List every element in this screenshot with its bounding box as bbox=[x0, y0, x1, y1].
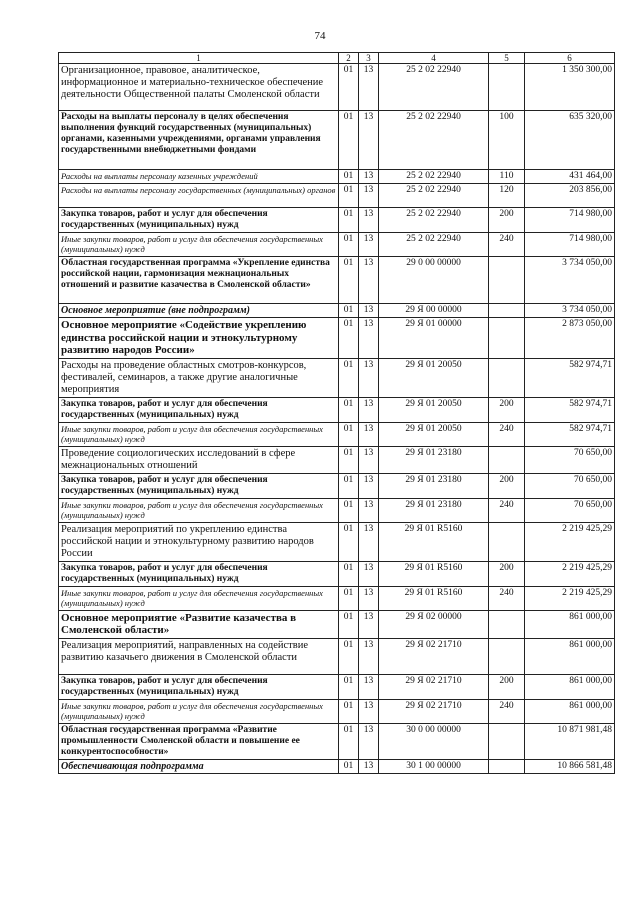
subsection-code-cell: 13 bbox=[359, 184, 379, 208]
section-code-cell: 01 bbox=[339, 422, 359, 446]
section-code-cell: 01 bbox=[339, 111, 359, 170]
section-code-cell: 01 bbox=[339, 473, 359, 498]
expense-type-cell: 100 bbox=[489, 111, 525, 170]
subsection-code-cell: 13 bbox=[359, 397, 379, 422]
target-article-cell: 29 Я 01 R5160 bbox=[379, 522, 489, 561]
column-header: 3 bbox=[359, 53, 379, 64]
row-name-cell: Закупка товаров, работ и услуг для обеспечения государственных (муниципальных) нужд bbox=[59, 208, 339, 233]
subsection-code-cell: 13 bbox=[359, 473, 379, 498]
section-code-cell: 01 bbox=[339, 674, 359, 699]
row-name-cell: Основное мероприятие (вне подпрограмм) bbox=[59, 304, 339, 318]
row-name-cell: Закупка товаров, работ и услуг для обеспечения государственных (муниципальных) нужд bbox=[59, 473, 339, 498]
expense-type-cell bbox=[489, 522, 525, 561]
column-header: 6 bbox=[525, 53, 615, 64]
row-name-cell: Расходы на выплаты персоналу в целях обеспечения выполнения функций государственных (муниципальных) органами, казенными учреждениями, органами управления государственными внебюджетными фондами bbox=[59, 111, 339, 170]
amount-cell: 10 866 581,48 bbox=[525, 759, 615, 773]
table-row bbox=[59, 674, 615, 699]
expense-type-cell: 120 bbox=[489, 184, 525, 208]
table-row bbox=[59, 208, 615, 233]
table-row bbox=[59, 723, 615, 759]
section-code-cell: 01 bbox=[339, 723, 359, 759]
expense-type-cell: 240 bbox=[489, 498, 525, 522]
table-row bbox=[59, 561, 615, 586]
target-article-cell: 29 Я 01 20050 bbox=[379, 397, 489, 422]
expense-type-cell bbox=[489, 723, 525, 759]
amount-cell: 861 000,00 bbox=[525, 610, 615, 638]
row-name-cell: Областная государственная программа «Развитие промышленности Смоленской области и повышение ее конкурентоспособности» bbox=[59, 723, 339, 759]
subsection-code-cell: 13 bbox=[359, 318, 379, 359]
amount-cell: 861 000,00 bbox=[525, 674, 615, 699]
target-article-cell: 29 Я 01 20050 bbox=[379, 358, 489, 397]
row-name-cell: Иные закупки товаров, работ и услуг для обеспечения государственных (муниципальных) нужд bbox=[59, 699, 339, 723]
section-code-cell: 01 bbox=[339, 610, 359, 638]
target-article-cell: 29 Я 01 20050 bbox=[379, 422, 489, 446]
amount-cell: 861 000,00 bbox=[525, 638, 615, 674]
row-name-cell: Закупка товаров, работ и услуг для обеспечения государственных (муниципальных) нужд bbox=[59, 674, 339, 699]
target-article-cell: 29 Я 01 23180 bbox=[379, 446, 489, 473]
column-header: 1 bbox=[59, 53, 339, 64]
target-article-cell: 29 Я 02 00000 bbox=[379, 610, 489, 638]
section-code-cell: 01 bbox=[339, 208, 359, 233]
row-name-cell: Закупка товаров, работ и услуг для обеспечения государственных (муниципальных) нужд bbox=[59, 397, 339, 422]
column-header: 5 bbox=[489, 53, 525, 64]
target-article-cell: 29 Я 01 23180 bbox=[379, 498, 489, 522]
expense-type-cell bbox=[489, 759, 525, 773]
expense-type-cell: 200 bbox=[489, 208, 525, 233]
amount-cell: 3 734 050,00 bbox=[525, 257, 615, 304]
section-code-cell: 01 bbox=[339, 304, 359, 318]
row-name-cell: Иные закупки товаров, работ и услуг для обеспечения государственных (муниципальных) нужд bbox=[59, 498, 339, 522]
expense-type-cell: 200 bbox=[489, 674, 525, 699]
target-article-cell: 29 Я 02 21710 bbox=[379, 699, 489, 723]
target-article-cell: 25 2 02 22940 bbox=[379, 233, 489, 257]
amount-cell: 714 980,00 bbox=[525, 208, 615, 233]
amount-cell: 70 650,00 bbox=[525, 473, 615, 498]
subsection-code-cell: 13 bbox=[359, 111, 379, 170]
expense-type-cell bbox=[489, 358, 525, 397]
section-code-cell: 01 bbox=[339, 358, 359, 397]
amount-cell: 582 974,71 bbox=[525, 397, 615, 422]
column-header: 4 bbox=[379, 53, 489, 64]
amount-cell: 70 650,00 bbox=[525, 446, 615, 473]
row-name-cell: Расходы на проведение областных смотров-конкурсов, фестивалей, семинаров, а также другие аналогичные мероприятия bbox=[59, 358, 339, 397]
row-name-cell: Основное мероприятие «Содействие укреплению единства российской нации и этнокультурному развитию народов России» bbox=[59, 318, 339, 359]
row-name-cell: Реализация мероприятий, направленных на содействие развитию казачьего движения в Смоленской области bbox=[59, 638, 339, 674]
table-row bbox=[59, 257, 615, 304]
target-article-cell: 29 Я 00 00000 bbox=[379, 304, 489, 318]
subsection-code-cell: 13 bbox=[359, 723, 379, 759]
expense-type-cell: 200 bbox=[489, 397, 525, 422]
subsection-code-cell: 13 bbox=[359, 674, 379, 699]
target-article-cell: 29 Я 02 21710 bbox=[379, 638, 489, 674]
amount-cell: 3 734 050,00 bbox=[525, 304, 615, 318]
target-article-cell: 25 2 02 22940 bbox=[379, 184, 489, 208]
section-code-cell: 01 bbox=[339, 257, 359, 304]
section-code-cell: 01 bbox=[339, 699, 359, 723]
row-name-cell: Проведение социологических исследований в сфере межнациональных отношений bbox=[59, 446, 339, 473]
row-name-cell: Организационное, правовое, аналитическое, информационное и материально-техническое обеспечение деятельности Общественной палаты Смоленской области bbox=[59, 64, 339, 111]
section-code-cell: 01 bbox=[339, 561, 359, 586]
target-article-cell: 25 2 02 22940 bbox=[379, 111, 489, 170]
table-row bbox=[59, 446, 615, 473]
expense-type-cell: 200 bbox=[489, 561, 525, 586]
amount-cell: 582 974,71 bbox=[525, 358, 615, 397]
table-row bbox=[59, 64, 615, 111]
expense-type-cell bbox=[489, 446, 525, 473]
row-name-cell: Иные закупки товаров, работ и услуг для обеспечения государственных (муниципальных) нужд bbox=[59, 586, 339, 610]
expense-type-cell: 240 bbox=[489, 422, 525, 446]
amount-cell: 2 219 425,29 bbox=[525, 586, 615, 610]
table-row bbox=[59, 522, 615, 561]
expense-type-cell: 200 bbox=[489, 473, 525, 498]
section-code-cell: 01 bbox=[339, 170, 359, 184]
target-article-cell: 29 Я 01 R5160 bbox=[379, 586, 489, 610]
target-article-cell: 25 2 02 22940 bbox=[379, 208, 489, 233]
section-code-cell: 01 bbox=[339, 759, 359, 773]
subsection-code-cell: 13 bbox=[359, 208, 379, 233]
target-article-cell: 29 Я 01 R5160 bbox=[379, 561, 489, 586]
table-row bbox=[59, 184, 615, 208]
amount-cell: 582 974,71 bbox=[525, 422, 615, 446]
table-header-row bbox=[59, 53, 615, 64]
amount-cell: 2 219 425,29 bbox=[525, 561, 615, 586]
section-code-cell: 01 bbox=[339, 446, 359, 473]
table-row bbox=[59, 422, 615, 446]
subsection-code-cell: 13 bbox=[359, 522, 379, 561]
subsection-code-cell: 13 bbox=[359, 586, 379, 610]
table-row bbox=[59, 759, 615, 773]
subsection-code-cell: 13 bbox=[359, 304, 379, 318]
target-article-cell: 30 0 00 00000 bbox=[379, 723, 489, 759]
section-code-cell: 01 bbox=[339, 498, 359, 522]
amount-cell: 2 219 425,29 bbox=[525, 522, 615, 561]
amount-cell: 10 871 981,48 bbox=[525, 723, 615, 759]
subsection-code-cell: 13 bbox=[359, 358, 379, 397]
amount-cell: 635 320,00 bbox=[525, 111, 615, 170]
section-code-cell: 01 bbox=[339, 233, 359, 257]
section-code-cell: 01 bbox=[339, 586, 359, 610]
row-name-cell: Расходы на выплаты персоналу государственных (муниципальных) органов bbox=[59, 184, 339, 208]
subsection-code-cell: 13 bbox=[359, 170, 379, 184]
column-header: 2 bbox=[339, 53, 359, 64]
table-row bbox=[59, 610, 615, 638]
section-code-cell: 01 bbox=[339, 64, 359, 111]
table-row bbox=[59, 233, 615, 257]
section-code-cell: 01 bbox=[339, 184, 359, 208]
target-article-cell: 25 2 02 22940 bbox=[379, 64, 489, 111]
subsection-code-cell: 13 bbox=[359, 498, 379, 522]
row-name-cell: Иные закупки товаров, работ и услуг для обеспечения государственных (муниципальных) нужд bbox=[59, 422, 339, 446]
row-name-cell: Иные закупки товаров, работ и услуг для обеспечения государственных (муниципальных) нужд bbox=[59, 233, 339, 257]
subsection-code-cell: 13 bbox=[359, 233, 379, 257]
budget-table bbox=[58, 52, 615, 774]
table-row bbox=[59, 699, 615, 723]
subsection-code-cell: 13 bbox=[359, 638, 379, 674]
table-row bbox=[59, 318, 615, 359]
section-code-cell: 01 bbox=[339, 318, 359, 359]
subsection-code-cell: 13 bbox=[359, 561, 379, 586]
amount-cell: 70 650,00 bbox=[525, 498, 615, 522]
amount-cell: 1 350 300,00 bbox=[525, 64, 615, 111]
subsection-code-cell: 13 bbox=[359, 64, 379, 111]
expense-type-cell: 240 bbox=[489, 233, 525, 257]
section-code-cell: 01 bbox=[339, 397, 359, 422]
expense-type-cell: 110 bbox=[489, 170, 525, 184]
target-article-cell: 29 0 00 00000 bbox=[379, 257, 489, 304]
table-row bbox=[59, 638, 615, 674]
row-name-cell: Обеспечивающая подпрограмма bbox=[59, 759, 339, 773]
target-article-cell: 29 Я 02 21710 bbox=[379, 674, 489, 699]
expense-type-cell bbox=[489, 64, 525, 111]
amount-cell: 2 873 050,00 bbox=[525, 318, 615, 359]
row-name-cell: Расходы на выплаты персоналу казенных учреждений bbox=[59, 170, 339, 184]
subsection-code-cell: 13 bbox=[359, 610, 379, 638]
target-article-cell: 29 Я 01 23180 bbox=[379, 473, 489, 498]
amount-cell: 861 000,00 bbox=[525, 699, 615, 723]
subsection-code-cell: 13 bbox=[359, 446, 379, 473]
subsection-code-cell: 13 bbox=[359, 699, 379, 723]
row-name-cell: Закупка товаров, работ и услуг для обеспечения государственных (муниципальных) нужд bbox=[59, 561, 339, 586]
expense-type-cell bbox=[489, 610, 525, 638]
subsection-code-cell: 13 bbox=[359, 257, 379, 304]
target-article-cell: 29 Я 01 00000 bbox=[379, 318, 489, 359]
section-code-cell: 01 bbox=[339, 638, 359, 674]
expense-type-cell: 240 bbox=[489, 699, 525, 723]
target-article-cell: 30 1 00 00000 bbox=[379, 759, 489, 773]
target-article-cell: 25 2 02 22940 bbox=[379, 170, 489, 184]
expense-type-cell bbox=[489, 304, 525, 318]
table-row bbox=[59, 473, 615, 498]
subsection-code-cell: 13 bbox=[359, 759, 379, 773]
row-name-cell: Реализация мероприятий по укреплению единства российской нации и этнокультурному развитию народов России bbox=[59, 522, 339, 561]
page-number: 74 bbox=[314, 30, 326, 42]
table-row bbox=[59, 397, 615, 422]
table-row bbox=[59, 586, 615, 610]
table-row bbox=[59, 304, 615, 318]
amount-cell: 203 856,00 bbox=[525, 184, 615, 208]
table-row bbox=[59, 170, 615, 184]
expense-type-cell bbox=[489, 638, 525, 674]
subsection-code-cell: 13 bbox=[359, 422, 379, 446]
amount-cell: 431 464,00 bbox=[525, 170, 615, 184]
table-row bbox=[59, 498, 615, 522]
table-row bbox=[59, 358, 615, 397]
expense-type-cell: 240 bbox=[489, 586, 525, 610]
table-row bbox=[59, 111, 615, 170]
section-code-cell: 01 bbox=[339, 522, 359, 561]
expense-type-cell bbox=[489, 257, 525, 304]
row-name-cell: Областная государственная программа «Укрепление единства российской нации, гармонизация межнациональных отношений и развитие казачества в Смоленской области» bbox=[59, 257, 339, 304]
expense-type-cell bbox=[489, 318, 525, 359]
row-name-cell: Основное мероприятие «Развитие казачества в Смоленской области» bbox=[59, 610, 339, 638]
amount-cell: 714 980,00 bbox=[525, 233, 615, 257]
